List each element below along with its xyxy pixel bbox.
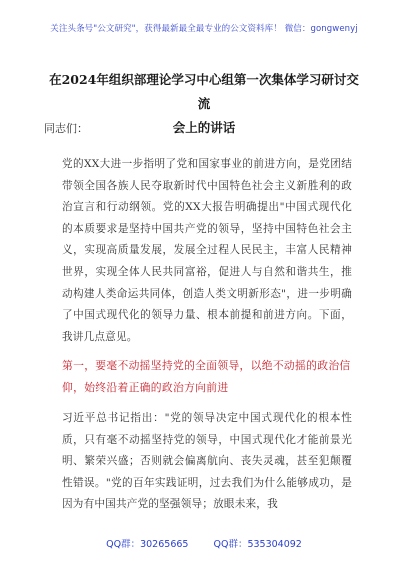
section-heading-1: 第一，要毫不动摇坚持党的全面领导，以绝不动摇的政治信仰，始终沿着正确的政治方向前进	[62, 359, 351, 394]
footer-contact	[0, 536, 408, 550]
header-promo-note: 关注头条号"公文研究"，获得最新最全最专业的公文资料库！ 微信：gongwenyj	[50, 24, 358, 34]
document-title	[44, 68, 364, 140]
title-line-1: 在2024年组织部理论学习中心组第一次集体学习研讨交流	[49, 72, 359, 111]
footer-qq-group-2: QQ群：535304092	[213, 539, 302, 550]
title-line-2: 会上的讲话	[172, 120, 236, 135]
salutation: 同志们：	[44, 122, 88, 135]
paragraph-1: 党的XX大进一步指明了党和国家事业的前进方向，是党团结带领全国各族人民夺取新时代中国特色社会主义新胜利的政治宣言和行动纲领。党的XX大报告明确提出"中国式现代化的本质要求是坚持中国共产党的领导，坚持中国特色社会主义，实现高质量发展，发展全过程人民民主，丰富人民精神世界，实现全体人民共同富裕，促进人与自然和谐共生，推动构建人类命运共同体，创造人类文明新形态"，进一步明确了中国式现代化的领导力量、根本前提和前进方向。下面，我讲几点意见。	[62, 158, 352, 343]
paragraph-2: 习近平总书记指出："党的领导决定中国式现代化的根本性质，只有毫不动摇坚持党的领导，中国式现代化才能前景光明、繁荣兴盛；否则就会偏离航向、丧失灵魂，甚至犯颠覆性错误。"党的百年实践证明，过去我们为什么能够成功，是因为有中国共产党的坚强领导；放眼未来，我	[62, 412, 352, 511]
footer-qq-group-1: QQ群：30265665	[106, 539, 189, 550]
